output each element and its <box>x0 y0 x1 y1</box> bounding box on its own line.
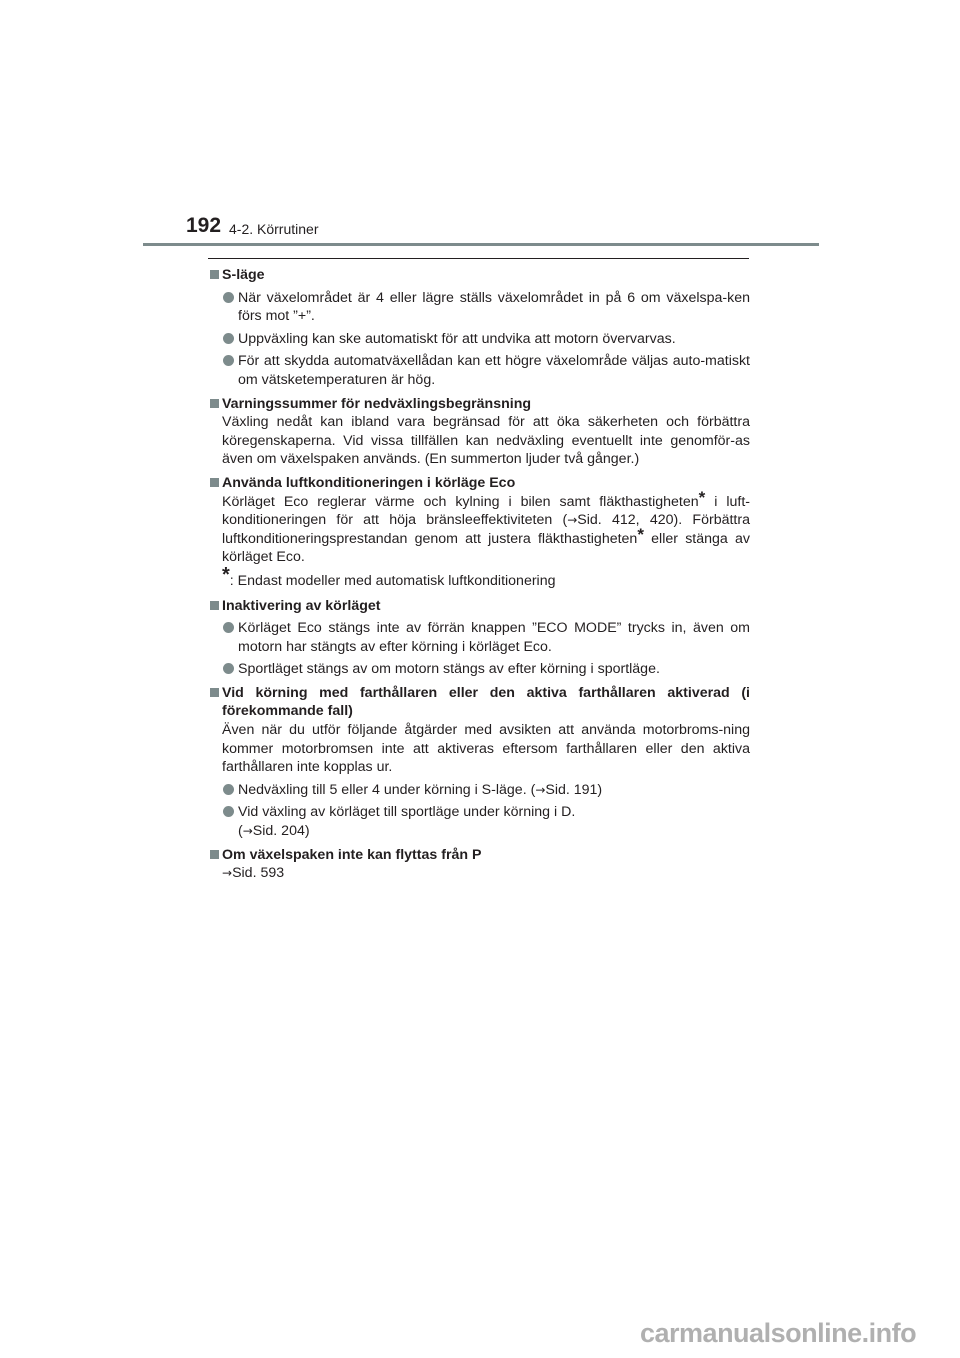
heading-text: Använda luftkonditioneringen i körläge Eco <box>222 474 516 491</box>
footnote <box>208 563 750 591</box>
section-title: 4-2. Körrutiner <box>229 221 319 237</box>
list-item-text: Vid växling av körläget till sportläge under körning i D. <box>238 804 576 821</box>
page-ref-link[interactable]: Sid. 204) <box>252 823 310 840</box>
circle-bullet-icon <box>223 333 234 344</box>
heading-s-lage <box>208 266 750 285</box>
page-ref-link[interactable]: Sid. 191) <box>545 781 603 798</box>
square-bullet-icon <box>210 399 219 408</box>
list-item <box>208 330 750 349</box>
header-rule <box>143 243 819 246</box>
list-item-text: Nedväxling till 5 eller 4 under körning i S-läge. ( <box>238 781 536 798</box>
square-bullet-icon <box>210 688 219 697</box>
arrow-right-icon: → <box>242 824 253 839</box>
list-item <box>208 352 750 389</box>
asterisk-mark: * <box>698 487 706 507</box>
heading-inaktivering <box>208 597 750 616</box>
circle-bullet-icon <box>223 784 234 795</box>
footnote-text: : Endast modeller med automatisk luftkonditionering <box>229 572 556 589</box>
page-ref-link[interactable]: Sid. 412, 420). Förbättra luftkonditioneringsprestandan genom att justera fläkthastigheten <box>222 512 750 547</box>
list-item-text: Körläget Eco stängs inte av förrän knappen ”ECO MODE” trycks in, även om motorn har stängts av efter körning i körläget Eco. <box>238 620 750 655</box>
square-bullet-icon <box>210 601 219 610</box>
paragraph: Även när du utför följande åtgärder med avsikten att använda motorbroms-ning kommer motorbromsen inte att aktiveras eftersom farthållaren eller den aktiva farthållaren inte kopplas ur. <box>222 722 750 776</box>
list-item-text: Sportläget stängs av om motorn stängs av efter körning i sportläge. <box>238 661 660 678</box>
heading-farthallare <box>208 684 750 721</box>
page-number: 192 <box>186 214 222 237</box>
circle-bullet-icon <box>223 622 234 633</box>
circle-bullet-icon <box>223 292 234 303</box>
heading-text: Varningssummer för nedväxlingsbegränsning <box>222 395 532 412</box>
heading-varningssummer <box>208 395 750 414</box>
heading-text: Inaktivering av körläget <box>222 597 381 614</box>
square-bullet-icon <box>210 270 219 279</box>
heading-luftkonditionering <box>208 474 750 493</box>
list-item <box>208 781 750 800</box>
text-segment: ( <box>238 823 243 840</box>
text-segment: i luft-konditioneringen för att höja bränsleeffektiviteten ( <box>222 493 750 529</box>
square-bullet-icon <box>210 478 219 487</box>
page-content <box>208 266 750 883</box>
paragraph <box>208 487 750 567</box>
page-ref-link[interactable]: Sid. 593 <box>232 865 285 882</box>
arrow-right-icon: → <box>567 513 578 528</box>
paragraph <box>208 864 750 883</box>
asterisk-mark: * <box>222 563 230 586</box>
arrow-right-icon: → <box>222 866 233 881</box>
square-bullet-icon <box>210 850 219 859</box>
text-segment: eller stänga av körläget Eco. <box>222 530 750 566</box>
list-item <box>208 619 750 656</box>
list-item-text: När växelområdet är 4 eller lägre ställs växelområdet in på 6 om växelspa-ken förs mot ”+”. <box>238 289 750 325</box>
heading-text: Om växelspaken inte kan flyttas från P <box>222 846 482 863</box>
list-item <box>208 803 750 840</box>
circle-bullet-icon <box>223 806 234 817</box>
paragraph: Växling nedåt kan ibland vara begränsad för att öka säkerheten och förbättra köregenskaperna. Vid vissa tillfällen kan nedväxling eventuellt inte genomför-as även om växelspaken används. (En summerton ljuder två gånger.) <box>222 414 750 468</box>
list-item-text: För att skydda automatväxellådan kan ett högre växelområde väljas auto-matiskt om vätsketemperaturen är hög. <box>238 353 750 388</box>
circle-bullet-icon <box>223 355 234 366</box>
heading-vaxelspak <box>208 846 750 865</box>
content-top-rule <box>208 258 749 259</box>
heading-text: S-läge <box>222 267 265 283</box>
circle-bullet-icon <box>223 663 234 674</box>
list-item <box>208 660 750 679</box>
list-item <box>208 289 750 326</box>
list-item-text: Uppväxling kan ske automatiskt för att undvika att motorn övervarvas. <box>238 330 676 347</box>
asterisk-mark: * <box>637 524 644 544</box>
arrow-right-icon: → <box>535 782 546 797</box>
text-segment: Körläget Eco reglerar värme och kylning i bilen samt fläkthastigheten <box>222 493 699 510</box>
watermark: carmanualsonline.info <box>640 1318 917 1348</box>
heading-text: Vid körning med farthållaren eller den aktiva farthållaren aktiverad (i förekommande fall) <box>222 684 750 720</box>
